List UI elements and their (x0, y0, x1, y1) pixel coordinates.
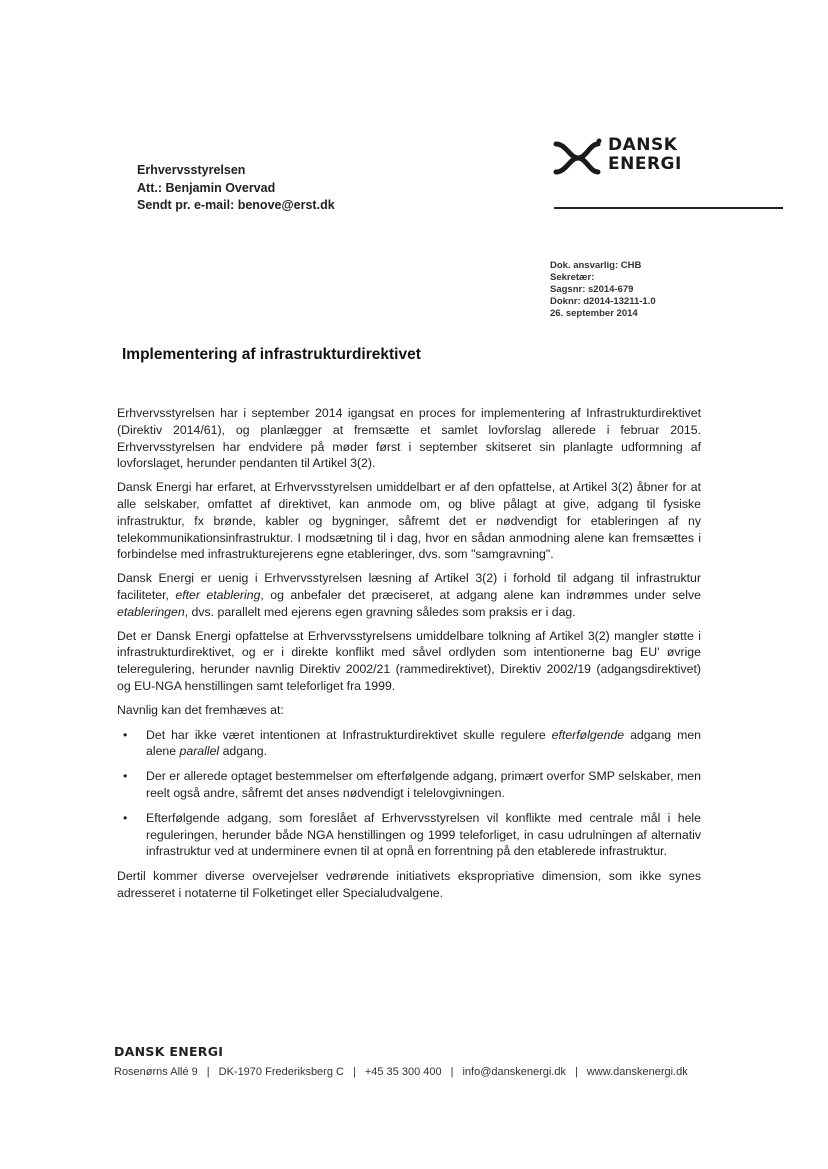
paragraph-3 (117, 570, 701, 620)
document-meta (550, 260, 656, 320)
letter-body (117, 405, 701, 909)
meta-date: 26. september 2014 (550, 308, 638, 319)
bullet-1-text-c: adgang. (219, 744, 268, 759)
meta-case-number: Sagsnr: s2014-679 (550, 284, 634, 295)
paragraph-3-text-b: , og anbefaler det præciseret, at adgang alene kan indrømmes under selve (260, 587, 701, 602)
company-logo (552, 136, 692, 180)
footer-separator: | (352, 1066, 356, 1078)
dansk-energi-logo-mark-icon (552, 138, 602, 178)
paragraph-3-emphasis-2: etableringen (117, 604, 185, 619)
footer-company-name: DANSK ENERGI (114, 1044, 224, 1059)
bullet-item-1 (117, 727, 701, 761)
footer-separator: | (206, 1066, 210, 1078)
bullet-icon: • (123, 769, 128, 784)
bullet-item-2 (117, 768, 701, 802)
bullet-icon: • (123, 810, 128, 825)
logo-word-dansk: DANSK (608, 135, 678, 155)
recipient-attention: Att.: Benjamin Overvad (137, 180, 276, 195)
bullet-1-text-a: Det har ikke været intentionen at Infrastrukturdirektivet skulle regulere (146, 727, 552, 742)
paragraph-3-text-c: , dvs. parallelt med ejerens egen gravning således som praksis er i dag. (184, 604, 576, 619)
paragraph-3-text-a: Dansk Energi er uenig i Erhvervsstyrelsen læsning af Artikel 3(2) i forhold til adgang til infrastruktur faciliteter, (117, 571, 701, 602)
footer-city: DK-1970 Frederiksberg C (218, 1066, 344, 1078)
bullet-1-text-b: adgang men alene (146, 727, 702, 759)
bullet-3-text: Efterfølgende adgang, som foreslået af Erhvervsstyrelsen vil konflikte med centrale mål i hele reguleringen, herunder både NGA henstillingen og 1999 teleforliget, in casu udrulningen af alternativ infrastruktur ved at underminere evnen til at opnå en forrentning på den etablerede infrastruktur. (146, 810, 701, 859)
paragraph-2: Dansk Energi har erfaret, at Erhvervsstyrelsen umiddelbart er af den opfattelse, at Artikel 3(2) åbner for at alle selskaber, omfattet af direktivet, kan anmode om, og blive pålagt at give, adgang til fysiske infrastruktur, fx brønde, kabler og bygninger, såfremt det er nødvendigt for etableringen af ny telekommunikationsinfrastruktur. I modsætning til i dag, hvor en sådan anmodning alene kan fremsættes i forbindelse med infrastrukturejerens egne etableringer, dvs. som "samgravning". (117, 480, 701, 562)
meta-document-number: Doknr: d2014-13211-1.0 (550, 296, 656, 307)
bullet-item-3 (117, 810, 701, 860)
logo-wordmark (608, 136, 682, 174)
footer-address: Rosenørns Allé 9 (114, 1066, 198, 1078)
recipient-email: Sendt pr. e-mail: benove@erst.dk (137, 198, 335, 212)
logo-word-energi: ENERGI (608, 154, 682, 174)
footer-separator: | (450, 1066, 454, 1078)
meta-secretary: Sekretær: (550, 272, 595, 283)
letter-heading: Implementering af infrastrukturdirektivet (122, 346, 421, 363)
paragraph-1: Erhvervsstyrelsen har i september 2014 igangsat en proces for implementering af Infrastrukturdirektivet (Direktiv 2014/61), og planlægger at fremsætte et samlet lovforslag allerede i februar 2015. Erhvervsstyrelsen har endvidere på møder først i september skitseret sin planlagte udformning af lovforslaget, herunder pendanten til Artikel 3(2). (117, 406, 701, 471)
paragraph-5: Navnlig kan det fremhæves at: (117, 702, 284, 717)
footer-contact-line (114, 1066, 688, 1078)
paragraph-3-emphasis-1: efter etablering (175, 587, 261, 602)
footer-separator: | (574, 1066, 578, 1078)
bullet-1-emphasis-1: efterfølgende (551, 727, 625, 742)
bullet-1-emphasis-2: parallel (179, 744, 220, 759)
recipient-block (137, 162, 335, 215)
header-divider (554, 207, 783, 209)
footer-phone: +45 35 300 400 (364, 1066, 442, 1078)
paragraph-4: Det er Dansk Energi opfattelse at Erhvervsstyrelsens umiddelbare tolkning af Artikel 3(2) mangler støtte i infrastrukturdirektivet, og er i direkte konflikt med såvel ordlyden som intentionerne bag EU' øvrige teleregulering, herunder navnlig Direktiv 2002/21 (rammedirektivet), Direktiv 2002/19 (adgangsdirektivet) og EU-NGA henstillingen samt teleforliget fra 1999. (117, 628, 701, 693)
footer-website: www.danskenergi.dk (586, 1066, 688, 1078)
footer-email: info@danskenergi.dk (462, 1066, 566, 1078)
recipient-organisation: Erhvervsstyrelsen (137, 163, 246, 177)
meta-responsible: Dok. ansvarlig: CHB (550, 260, 642, 271)
bullet-list (117, 727, 701, 861)
paragraph-6: Dertil kommer diverse overvejelser vedrørende initiativets ekspropriative dimension, som ikke synes adresseret i notaterne til Folketinget eller Specialudvalgene. (117, 869, 701, 900)
bullet-icon: • (123, 727, 128, 742)
bullet-2-text: Der er allerede optaget bestemmelser om efterfølgende adgang, primært overfor SMP selskaber, men reelt også andre, såfremt det anses nødvendigt i telelovgivningen. (146, 769, 701, 800)
